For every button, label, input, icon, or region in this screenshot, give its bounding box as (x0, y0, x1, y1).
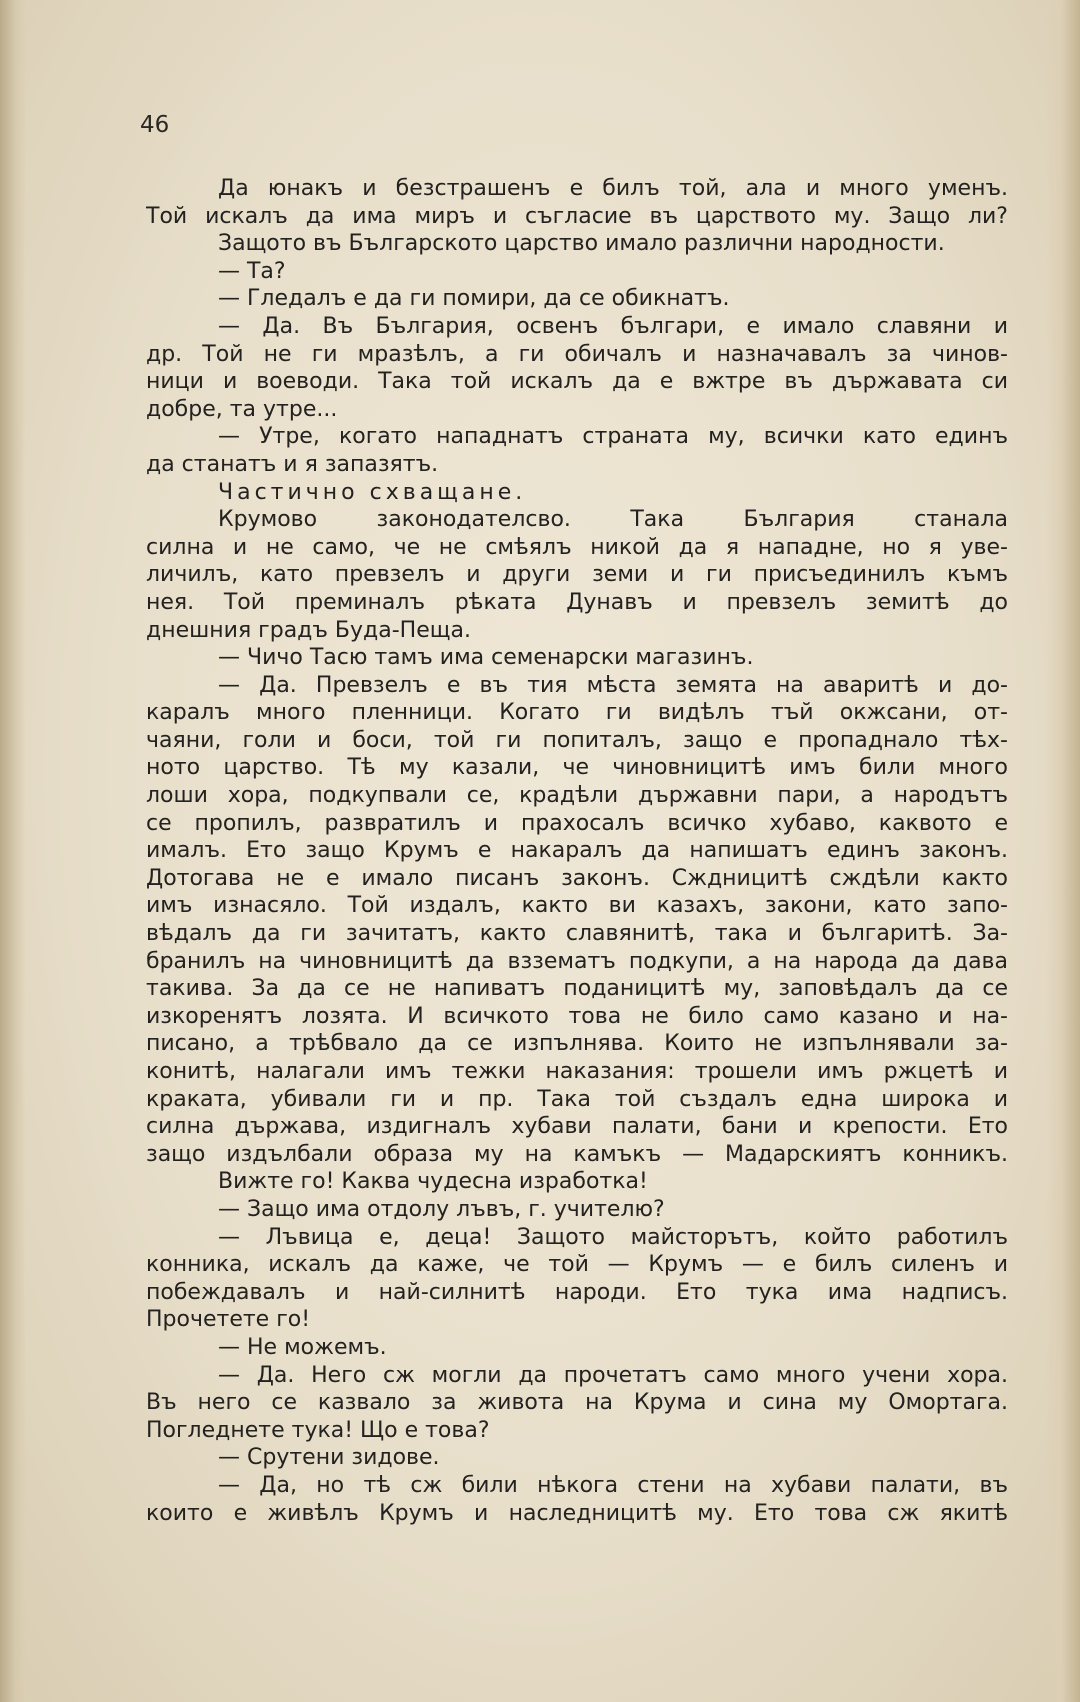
page-edge-shadow-left (0, 0, 26, 1702)
text-line: Той искалъ да има миръ и съгласие въ царството му. Защо ли? (146, 203, 1008, 229)
text-line: — Защо има отдолу лъвъ, г. учителю? (218, 1196, 665, 1222)
text-line: Да юнакъ и безстрашенъ е билъ той, ала и много уменъ. (218, 176, 1008, 201)
text-line: Крумово законодателсво. Така България станала (218, 507, 1008, 533)
text-line: др. Той не ги мразѣлъ, а ги обичалъ и назначавалъ за чинов- (146, 341, 1008, 367)
text-line: — Да. Въ България, освенъ българи, е имало славяни и (218, 313, 1008, 339)
text-line: силна и не само, че не смѣялъ никой да я нападне, но я уве- (146, 534, 1008, 560)
text-line: краката, убивали ги и пр. Така той създалъ една широка и (146, 1086, 1008, 1112)
text-line: конника, искалъ да каже, че той — Крумъ — е билъ силенъ и (146, 1252, 1008, 1278)
text-line: ници и воеводи. Така той искалъ да е вжтре въ държавата си (146, 369, 1008, 395)
text-line: нея. Той преминалъ рѣката Дунавъ и превзелъ земитѣ до (146, 589, 1008, 615)
text-line: — Утре, когато нападнатъ страната му, всички като единъ (218, 424, 1008, 450)
page-number: 46 (140, 112, 170, 138)
text-line: — Да. Него сж могли да прочетатъ само много учени хора. (218, 1362, 1008, 1388)
text-line: — Чичо Тасю тамъ има семенарски магазинъ. (218, 645, 754, 671)
text-line: Вижте го! Каква чудесна изработка! (218, 1169, 648, 1195)
text-line: лоши хора, подкупвали се, крадѣли държавни пари, а народътъ (146, 783, 1008, 809)
text-line: Въ него се казвало за живота на Крума и сина му Омортага. (146, 1390, 1008, 1416)
text-line: ното царство. Тѣ му казали, че чиновницитѣ имъ били много (146, 755, 1008, 781)
body-text (146, 175, 1008, 1527)
text-line: бранилъ на чиновницитѣ да вззематъ подкупи, а на народа да дава (146, 948, 1008, 974)
text-line: Прочетете го! (146, 1307, 311, 1333)
text-line: изкоренятъ лозята. И всичкото това не било само казано и на- (146, 1003, 1008, 1029)
section-heading: Частично схващане. (218, 479, 527, 505)
text-line: Погледнете тука! Що е това? (146, 1417, 490, 1443)
page-edge-shadow-right (1046, 0, 1080, 1702)
text-line: ималъ. Ето защо Крумъ е накаралъ да напишатъ единъ законъ. (146, 838, 1008, 864)
text-line: писано, а трѣбвало да се изпълнява. Които не изпълнявали за- (146, 1031, 1008, 1057)
text-line: чаяни, голи и боси, той ги попиталъ, защо е пропаднало тѣх- (146, 727, 1008, 753)
text-line: каралъ много пленници. Когато ги видѣлъ тъй окжсани, от- (146, 700, 1008, 726)
text-line: — Да. Превзелъ е въ тия мѣста земята на аваритѣ и до- (218, 672, 1008, 698)
text-line: — Лъвица е, деца! Защото майсторътъ, който работилъ (218, 1224, 1008, 1250)
text-line: — Гледалъ е да ги помири, да се обикнатъ. (218, 286, 730, 312)
text-line: — Не можемъ. (218, 1334, 387, 1360)
text-line: — Да, но тѣ сж били нѣкога стени на хубави палати, въ (218, 1472, 1008, 1498)
text-line: вѣдалъ да ги зачитатъ, както славянитѣ, така и българитѣ. За- (146, 921, 1008, 947)
text-line: Защото въ Българското царство имало различни народности. (218, 231, 945, 257)
text-line: конитѣ, налагали имъ тежки наказания: трошели имъ ржцетѣ и (146, 1059, 1008, 1084)
text-line: добре, та утре... (146, 396, 338, 422)
text-line: защо издълбали образа му на камъкъ — Мадарскиятъ конникъ. (146, 1141, 1008, 1167)
text-line: силна държава, издигналъ хубави палати, бани и крепости. Ето (146, 1114, 1008, 1140)
text-line: побеждавалъ и най-силнитѣ народи. Ето тука има надписъ. (146, 1279, 1008, 1305)
text-line: които е живѣлъ Крумъ и наследницитѣ му. Ето това сж якитѣ (146, 1500, 1008, 1526)
text-line: се пропилъ, развратилъ и прахосалъ всичко хубаво, каквото е (146, 810, 1008, 836)
text-line: днешния градъ Буда-Пеща. (146, 617, 471, 643)
text-line: имъ изнасяло. Той издалъ, както ви казахъ, закони, като запо- (146, 893, 1008, 919)
text-line: Дотогава не е имало писанъ законъ. Сждницитѣ сждѣли както (146, 865, 1008, 891)
text-line: личилъ, като превзелъ и други земи и ги присъединилъ къмъ (146, 562, 1008, 588)
text-line: да станатъ и я запазятъ. (146, 451, 439, 477)
text-line: такива. За да се не напиватъ поданицитѣ му, заповѣдалъ да се (146, 976, 1008, 1002)
text-line: — Та? (218, 258, 286, 284)
text-line: — Срутени зидове. (218, 1445, 440, 1471)
